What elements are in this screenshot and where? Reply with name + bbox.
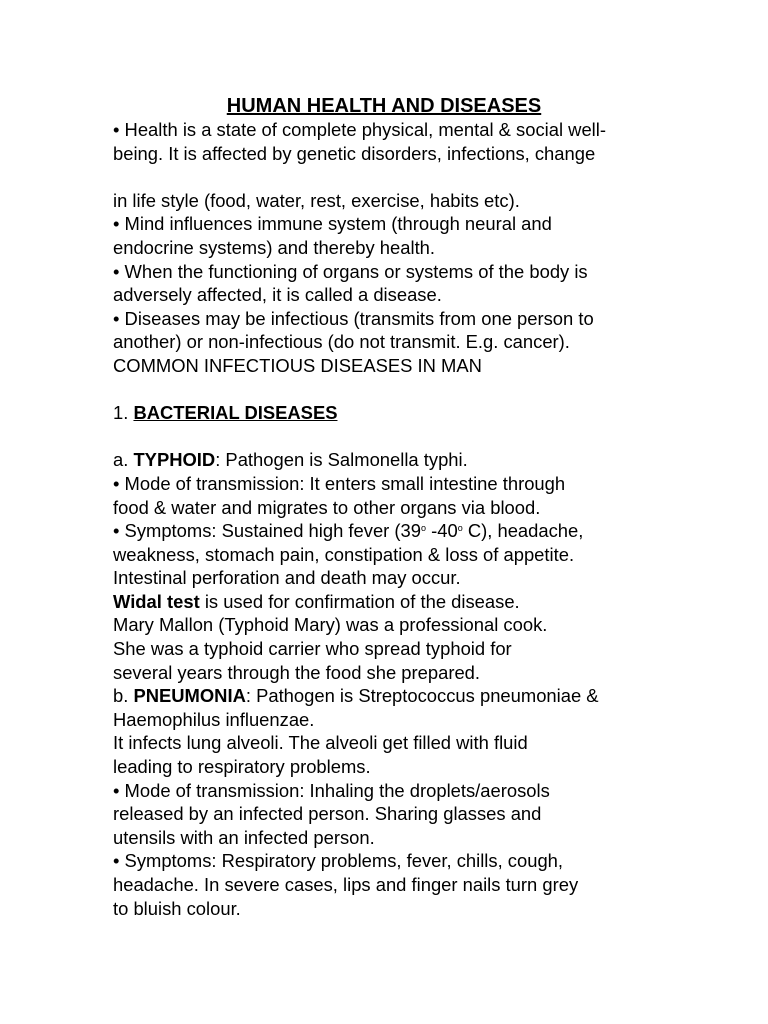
blank-line <box>113 425 693 449</box>
section-label: BACTERIAL DISEASES <box>133 402 338 424</box>
blank-line <box>113 378 693 402</box>
typhoid-pathogen: : Pathogen is Salmonella typhi. <box>215 449 468 471</box>
intro-health-line-1: • Health is a state of complete physical, mental & social well- <box>113 119 606 140</box>
typhoid-mary-line-1: Mary Mallon (Typhoid Mary) was a professional cook. <box>113 614 548 636</box>
symptoms-text-b: -40 <box>426 520 458 542</box>
section-heading-bacterial <box>113 401 693 425</box>
pneumonia-heading <box>113 684 693 708</box>
pneumonia-mode-line-3: utensils with an infected person. <box>113 826 375 848</box>
pneumonia-symptoms-line-2: headache. In severe cases, lips and finger nails turn grey <box>113 874 579 895</box>
pneumonia-symptoms-line-1: • Symptoms: Respiratory problems, fever, chills, cough, <box>113 850 564 872</box>
typhoid-symptoms-line-3: Intestinal perforation and death may occur. <box>113 567 461 589</box>
intro-mind-line-2: endocrine systems) and thereby health. <box>113 236 436 258</box>
typhoid-mode-line-1: • Mode of transmission: It enters small intestine through <box>113 472 566 494</box>
pneumonia-mode-line-2: released by an infected person. Sharing glasses and <box>113 803 542 825</box>
pneumonia-infects-line-1: It infects lung alveoli. The alveoli get filled with fluid <box>113 732 528 754</box>
common-diseases-heading: COMMON INFECTIOUS DISEASES IN MAN <box>113 354 482 376</box>
typhoid-mary-line-3: several years through the food she prepared. <box>113 661 481 683</box>
degree-sign: o <box>457 523 463 534</box>
document-title: HUMAN HEALTH AND DISEASES <box>226 95 542 117</box>
document-page <box>113 94 693 920</box>
section-number: 1. <box>113 402 134 424</box>
intro-infectious-line-1: • Diseases may be infectious (transmits from one person to <box>113 307 594 329</box>
typhoid-name: TYPHOID <box>133 449 216 471</box>
typhoid-prefix: a. <box>113 449 134 471</box>
pneumonia-symptoms-line-3: to bluish colour. <box>113 897 241 919</box>
typhoid-symptoms-line-1 <box>113 519 693 543</box>
typhoid-mode-line-2: food & water and migrates to other organs via blood. <box>113 496 541 518</box>
pneumonia-infects-line-2: leading to respiratory problems. <box>113 756 371 778</box>
degree-sign: o <box>421 523 427 534</box>
intro-mind-line-1: • Mind influences immune system (through neural and <box>113 213 552 235</box>
pneumonia-pathogen-line-2: Haemophilus influenzae. <box>113 708 315 730</box>
widal-test-line <box>113 590 693 614</box>
typhoid-symptoms-line-2: weakness, stomach pain, constipation & loss of appetite. <box>113 543 575 565</box>
pneumonia-pathogen: : Pathogen is Streptococcus pneumoniae & <box>245 685 599 707</box>
intro-health-line-3: in life style (food, water, rest, exercise, habits etc). <box>113 189 520 211</box>
intro-disease-line-2: adversely affected, it is called a disease. <box>113 284 442 306</box>
intro-disease-line-1: • When the functioning of organs or systems of the body is <box>113 260 588 282</box>
widal-test-rest: is used for confirmation of the disease. <box>199 590 520 612</box>
blank-line <box>113 165 693 189</box>
widal-test-term: Widal test <box>113 590 200 612</box>
pneumonia-prefix: b. <box>113 685 134 707</box>
pneumonia-name: PNEUMONIA <box>133 685 246 707</box>
typhoid-mary-line-2: She was a typhoid carrier who spread typhoid for <box>113 638 512 660</box>
symptoms-text-a: • Symptoms: Sustained high fever (39 <box>113 520 421 542</box>
pneumonia-mode-line-1: • Mode of transmission: Inhaling the droplets/aerosols <box>113 779 550 801</box>
symptoms-text-c: C), headache, <box>462 520 584 542</box>
intro-infectious-line-2: another) or non-infectious (do not transmit. E.g. cancer). <box>113 331 570 353</box>
intro-health-line-2: being. It is affected by genetic disorders, infections, change <box>113 142 596 164</box>
typhoid-heading <box>113 448 693 472</box>
